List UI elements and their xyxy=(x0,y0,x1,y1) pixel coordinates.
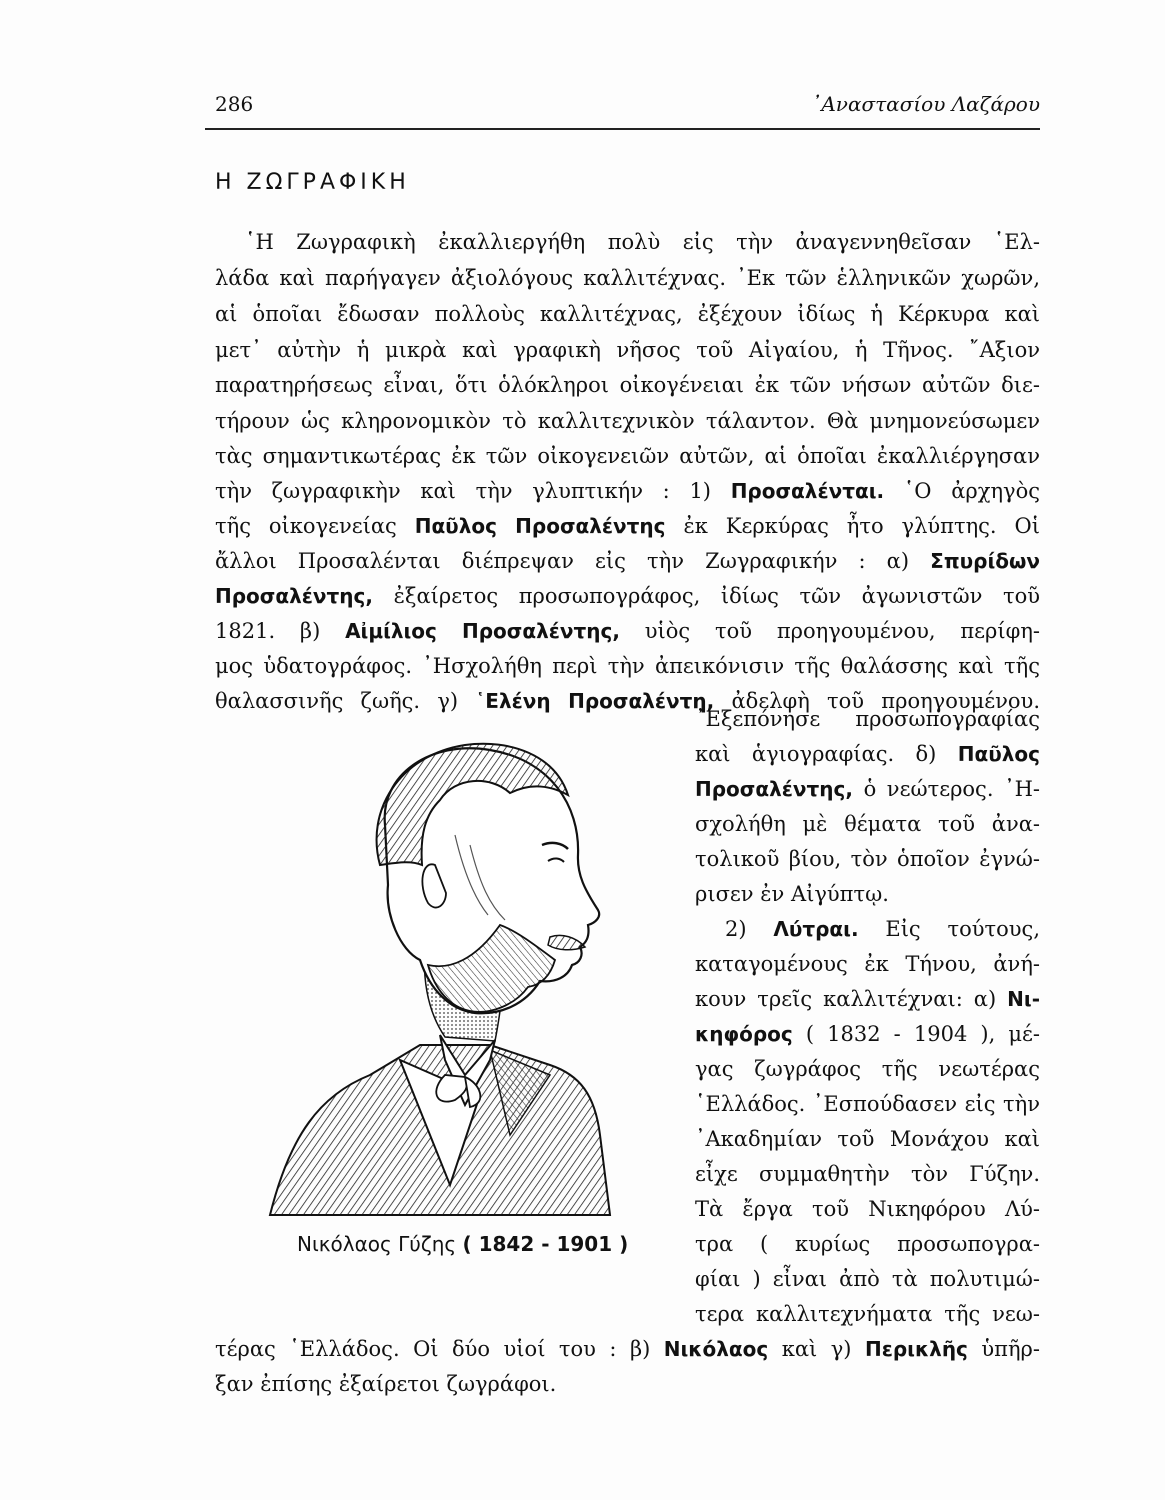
body-line xyxy=(215,407,1040,435)
side-line xyxy=(695,1230,1040,1258)
text-run: γας ζωγράφος τῆς νεωτέρας xyxy=(695,1057,1040,1081)
side-line xyxy=(695,1300,1040,1328)
bold-name: ῾Ελένη Προσαλέντη, xyxy=(475,689,715,713)
body-line xyxy=(215,442,1040,470)
text-run: τὰς σημαντικωτέρας ἐκ τῶν οἰκογενειῶν αὐτῶν, αἱ ὁποῖαι ἐκαλλιέργησαν xyxy=(215,444,1040,468)
bold-name: Προσαλένται. xyxy=(730,479,885,503)
body-line xyxy=(215,547,1040,575)
text-run: τέρας ῾Ελλάδος. Οἱ δύο υἱοί του : β) xyxy=(215,1337,664,1361)
text-run: καταγομένους ἐκ Τήνου, ἀνή- xyxy=(695,952,1040,976)
text-run: κουν τρεῖς καλλιτέχναι: α) xyxy=(695,987,1008,1011)
text-run: εἶχε συμμαθητὴν τὸν Γύζην. xyxy=(695,1162,1040,1186)
text-run: μετ᾿ αὐτὴν ἡ μικρὰ καὶ γραφικὴ νῆσος τοῦ Αἰγαίου, ἡ Τῆνος. ῎Αξιον xyxy=(215,338,1040,362)
section-title: Η ΖΩΓΡΑΦΙΚΗ xyxy=(215,170,410,195)
text-run: Εἰς τούτους, xyxy=(858,917,1040,941)
bold-name: Παῦλος Προσαλέντης xyxy=(414,514,666,538)
body-line xyxy=(215,617,1040,645)
side-line xyxy=(695,1020,1040,1048)
text-run: θαλασσινῆς ζωῆς. γ) xyxy=(215,689,476,713)
text-run: καὶ ἁγιογραφίας. δ) xyxy=(695,742,958,766)
text-run: ἀδελφὴ τοῦ προηγουμένου. xyxy=(714,689,1041,713)
text-run: λάδα καὶ παρήγαγεν ἀξιολόγους καλλιτέχνας. ᾿Εκ τῶν ἑλληνικῶν χωρῶν, xyxy=(215,266,1040,290)
bold-name: Αἰμίλιος Προσαλέντης, xyxy=(345,619,620,643)
text-run: φίαι ) εἶναι ἀπὸ τὰ πολυτιμώ- xyxy=(695,1267,1040,1291)
text-run: σχολήθη μὲ θέματα τοῦ ἀνα- xyxy=(695,812,1040,836)
text-run: τερα καλλιτεχνήματα τῆς νεω- xyxy=(695,1302,1040,1326)
running-head: ᾿Αναστασίου Λαζάρου xyxy=(811,92,1040,116)
text-run: παρατηρήσεως εἶναι, ὅτι ὁλόκληροι οἰκογένειαι ἐκ τῶν νήσων αὐτῶν διε- xyxy=(215,373,1040,397)
body-line xyxy=(215,477,1040,505)
body-line xyxy=(215,300,1040,328)
body-line xyxy=(215,582,1040,610)
text-run: υἱὸς τοῦ προηγουμένου, περίφη- xyxy=(619,619,1040,643)
body-line xyxy=(215,228,1040,256)
side-line xyxy=(695,1055,1040,1083)
side-line xyxy=(695,1125,1040,1153)
side-line xyxy=(695,985,1040,1013)
side-line xyxy=(695,775,1040,803)
text-run: 1821. β) xyxy=(215,619,346,643)
body-line xyxy=(215,264,1040,292)
text-run: ῾Ο ἀρχηγὸς xyxy=(884,479,1040,503)
side-line xyxy=(695,1160,1040,1188)
bold-name: Περικλῆς xyxy=(864,1337,968,1361)
text-run: τήρουν ὡς κληρονομικὸν τὸ καλλιτεχνικὸν τάλαντον. Θὰ μνημονεύσωμεν xyxy=(215,409,1040,433)
text-run: 2) xyxy=(725,917,774,941)
page-header xyxy=(215,92,1040,122)
text-run: ᾿Ακαδημίαν τοῦ Μονάχου καὶ xyxy=(695,1127,1040,1151)
bold-name: Προσαλέντης, xyxy=(695,777,853,801)
side-line xyxy=(695,740,1040,768)
bold-name: Προσαλέντης, xyxy=(215,584,373,608)
text-run: Τὰ ἔργα τοῦ Νικηφόρου Λύ- xyxy=(695,1197,1040,1221)
side-line xyxy=(695,705,1040,733)
text-run: ῾Ελλάδος. ᾿Εσπούδασεν εἰς τὴν xyxy=(695,1092,1040,1116)
text-run: τολικοῦ βίου, τὸν ὁποῖον ἐγνώ- xyxy=(695,847,1040,871)
text-run: ( 1832 - 1904 ), μέ- xyxy=(792,1022,1040,1046)
text-run: τῆς οἰκογενείας xyxy=(215,514,415,538)
text-run: ἄλλοι Προσαλένται διέπρεψαν εἰς τὴν Ζωγραφικήν : α) xyxy=(215,549,931,573)
body-line xyxy=(215,512,1040,540)
side-line xyxy=(695,950,1040,978)
side-line xyxy=(695,1090,1040,1118)
text-run: ὑπῆρ- xyxy=(967,1337,1040,1361)
portrait-engraving xyxy=(250,715,670,1225)
bold-name: Νικόλαος xyxy=(663,1337,769,1361)
body-line xyxy=(215,1370,1040,1398)
text-run: ὁ νεώτερος. ᾿Η- xyxy=(852,777,1040,801)
text-run: μος ὑδατογράφος. ᾿Ησχολήθη περὶ τὴν ἀπεικόνισιν τῆς θαλάσσης καὶ τῆς xyxy=(215,654,1040,678)
body-line xyxy=(215,371,1040,399)
caption-name: Νικόλαος Γύζης xyxy=(297,1232,457,1256)
header-rule xyxy=(205,128,1040,130)
side-line xyxy=(695,1265,1040,1293)
bold-name: Σπυρίδων xyxy=(930,549,1040,573)
text-run: ρισεν ἐν Αἰγύπτῳ. xyxy=(695,882,889,906)
bold-name: Λύτραι. xyxy=(773,917,859,941)
bold-name: κηφόρος xyxy=(695,1022,793,1046)
bold-name: Παῦλος xyxy=(957,742,1040,766)
text-run: ξαν ἐπίσης ἐξαίρετοι ζωγράφοι. xyxy=(215,1372,557,1396)
bold-name: Νι- xyxy=(1007,987,1040,1011)
side-line xyxy=(695,845,1040,873)
side-line xyxy=(695,810,1040,838)
text-run: ᾿Εξεπόνησε προσωπογραφίας xyxy=(695,707,1040,731)
side-line xyxy=(695,1195,1040,1223)
side-line xyxy=(695,915,1040,943)
body-line xyxy=(215,1335,1040,1363)
portrait-caption xyxy=(297,1232,628,1256)
body-line xyxy=(215,652,1040,680)
side-line xyxy=(695,880,1040,908)
caption-years: ( 1842 - 1901 ) xyxy=(462,1232,629,1256)
text-run: τὴν ζωγραφικὴν καὶ τὴν γλυπτικήν : 1) xyxy=(215,479,731,503)
body-line xyxy=(215,336,1040,364)
page-number: 286 xyxy=(215,92,254,116)
text-run: ῾Η Ζωγραφικὴ ἐκαλλιεργήθη πολὺ εἰς τὴν ἀναγεννηθεῖσαν ῾Ελ- xyxy=(245,230,1040,254)
text-run: ἐκ Κερκύρας ἦτο γλύπτης. Οἱ xyxy=(665,514,1040,538)
text-run: τρα ( κυρίως προσωπογρα- xyxy=(695,1232,1040,1256)
text-run: αἱ ὁποῖαι ἔδωσαν πολλοὺς καλλιτέχνας, ἐξέχουν ἰδίως ἡ Κέρκυρα καὶ xyxy=(215,302,1040,326)
text-run: ἐξαίρετος προσωπογράφος, ἰδίως τῶν ἀγωνιστῶν τοῦ xyxy=(372,584,1040,608)
text-run: καὶ γ) xyxy=(768,1337,865,1361)
